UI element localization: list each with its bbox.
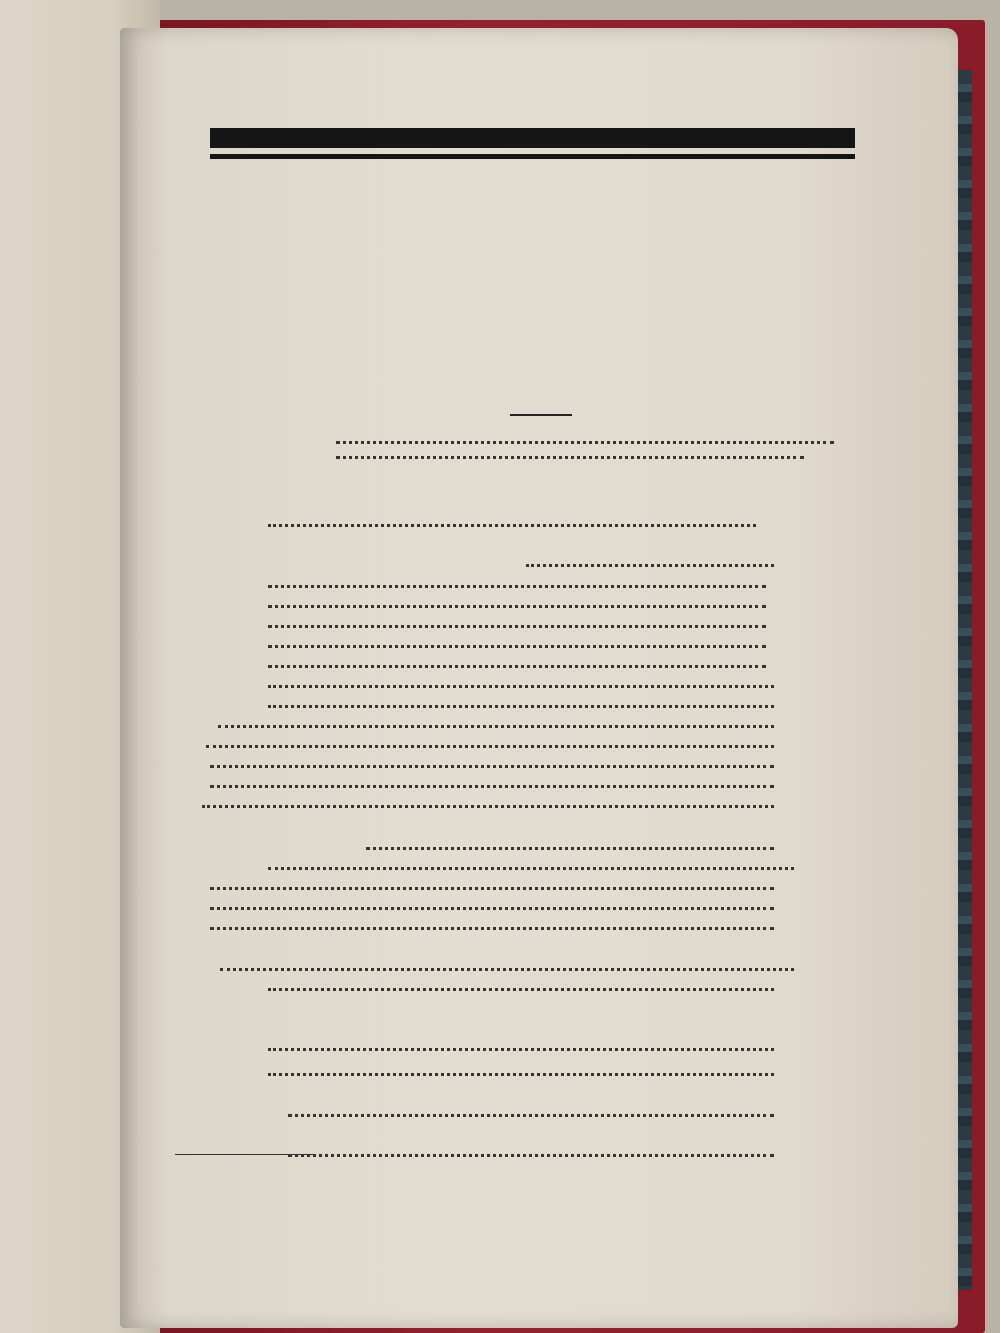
toc-entry bbox=[360, 849, 780, 853]
toc-entry bbox=[262, 687, 820, 691]
toc-dots bbox=[330, 458, 810, 462]
toc-entry bbox=[200, 747, 820, 751]
toc-entry bbox=[262, 587, 812, 591]
toc-entry bbox=[262, 607, 812, 611]
header-rule-thin bbox=[210, 154, 855, 159]
toc-entry bbox=[262, 707, 820, 711]
toc-entry bbox=[282, 1156, 820, 1160]
toc-entry bbox=[520, 566, 780, 570]
toc-entry bbox=[262, 627, 812, 631]
toc-entry bbox=[196, 807, 820, 811]
toc-entry bbox=[262, 526, 762, 530]
toc-entry bbox=[204, 767, 820, 771]
header-rule-thick bbox=[210, 128, 855, 148]
toc-entry bbox=[282, 1116, 820, 1120]
toc-entry bbox=[214, 970, 840, 974]
toc-entry bbox=[204, 909, 820, 913]
toc-entry bbox=[204, 889, 820, 893]
contents-page bbox=[120, 28, 958, 1328]
footnote-rule bbox=[175, 1154, 315, 1155]
toc-entry bbox=[204, 929, 820, 933]
title-underline bbox=[510, 414, 572, 416]
toc-dots bbox=[330, 443, 840, 447]
toc-entry bbox=[212, 727, 820, 731]
toc-entry bbox=[262, 869, 840, 873]
toc-entry bbox=[262, 1075, 820, 1079]
toc-entry bbox=[204, 787, 820, 791]
toc-entry bbox=[262, 1050, 820, 1054]
toc-entry bbox=[262, 990, 820, 994]
toc-entry bbox=[262, 667, 812, 671]
toc-entry bbox=[262, 647, 812, 651]
